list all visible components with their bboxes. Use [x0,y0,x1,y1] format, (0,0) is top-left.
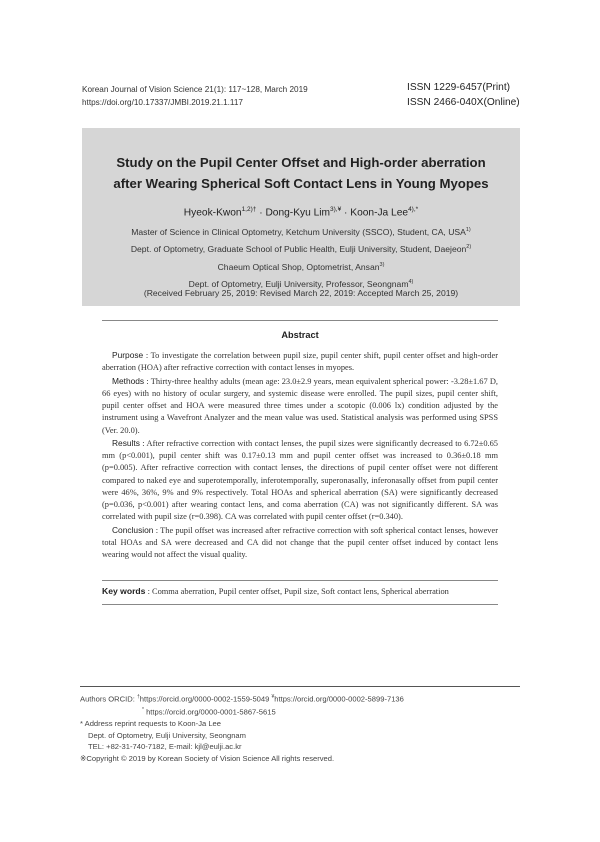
affiliation-1 [82,223,520,240]
journal-line: Korean Journal of Vision Science 21(1): 117~128, March 2019 [82,85,308,94]
orcid-line-1 [80,692,520,705]
author-3-affil: 4),* [408,206,419,213]
orcid-mark: ¥ [271,694,275,700]
affiliation-sup: 3) [379,261,385,268]
footnotes [80,692,520,765]
author-1: Hyeok-Kwon [183,207,242,219]
conclusion-label: Conclusion [112,524,154,535]
paper-title [82,152,520,194]
methods-paragraph [102,375,498,437]
affiliation-text: Chaeum Optical Shop, Optometrist, Ansan [217,261,380,272]
affiliation-sup: 4) [408,279,414,286]
keywords-label: Key words [102,586,146,596]
affiliation-text: Master of Science in Clinical Optometry, Ketchum University (SSCO), Student, CA, USA [131,226,466,237]
footnote-rule [80,686,520,687]
journal-citation [82,84,308,109]
keywords-bottom-rule [102,604,498,605]
title-line-1: Study on the Pupil Center Offset and High-order aberration [116,155,486,170]
abstract-top-rule [102,320,498,321]
title-line-2: after Wearing Spherical Soft Contact Lens in Young Myopes [113,176,489,191]
keywords-text: : Comma aberration, Pupil center offset, Pupil size, Soft contact lens, Spherical aberration [145,587,449,596]
title-box [82,128,520,306]
affiliation-text: Dept. of Optometry, Graduate School of Public Health, Eulji University, Student, Daejeon [130,244,467,255]
orcid-mark: * [142,707,144,714]
author-1-affil: 1,2)† [241,206,257,213]
affiliations [82,223,520,293]
purpose-label: Purpose [112,350,144,360]
issn-print: ISSN 1229-6457(Print) [407,82,511,93]
issn-online: ISSN 2466-040X(Online) [407,97,520,108]
affiliation-2 [82,240,520,257]
copyright: ※Copyright © 2019 by Korean Society of Vision Science All rights reserved. [80,754,335,764]
orcid-line-2 [80,705,520,718]
results-paragraph [102,437,498,524]
doi-link[interactable]: https://doi.org/10.17337/JMBI.2019.21.1.117 [82,97,243,107]
affiliation-text: Dept. of Optometry, Eulji University, Professor, Seongnam [188,279,409,290]
purpose-paragraph [102,349,498,375]
keywords-top-rule [102,580,498,581]
affiliation-sup: 1) [465,227,471,233]
results-text: : After refractive correction with contact lenses, the pupil sizes were significantly decreased to 6.72±0.65 mm (p<0.001), pupil center shift was 0.17±0.13 mm and pupil center offset was increased to 0.36±0.18 mm (p=0.005). After refractive correction with contact lenses, the directions of pupil center offset were not different compared to naked eye and superotemporally, inferotemporally, superonasally, inferonasally offset from pupil center were 46%, 36%, 9% and 9% respectively. Total HOAs and spherical aberration (SA) were significantly decreased (p=0.036, p<0.001) after wearing contact lens, and coma aberration (CA) was not significantly different. SA was correlated with pupil size (r=0.398). CA was correlated with pupil center offset (r=0.340). [102,438,498,522]
affiliation-3 [82,258,520,275]
results-label: Results [112,437,140,448]
author-2-affil: 3),¥ [330,206,342,213]
keywords [102,586,498,596]
issn-block [407,80,520,110]
orcid-link-2[interactable]: https://orcid.org/0000-0002-5899-7136 [274,694,404,704]
author-3: Koon-Ja Lee [350,207,409,219]
author-2: Dong-Kyu Lim [265,207,331,219]
author-separator: · [341,207,351,219]
methods-text: : Thirty-three healthy adults (mean age: 23.0±2.9 years, mean equivalent spherical power: -3.28±1.67 D, 66 eyes) with no history of ocular surgery, and systemic disease were enrolled. The pupil sizes, pupil center shift, pupil center offset and HOA were measured three times under a scotopic (0.006 lx) condition adjusted by the instrument using a Wavefront Analyzer and the mean value was used. Statistical analysis was performed using SPSS (Ver. 20.0). [102,376,498,435]
reprint-request: * Address reprint requests to Koon-Ja Lee [80,719,221,729]
orcid-label: Authors ORCID: [80,694,137,704]
orcid-link-1[interactable]: https://orcid.org/0000-0002-1559-5049 [139,694,270,704]
reprint-contact: TEL: +82-31-740-7182, E-mail: kjl@eulji.ac.kr [88,742,242,752]
abstract-body [102,349,498,561]
orcid-mark: † [136,694,140,700]
purpose-text: : To investigate the correlation between pupil size, pupil center shift, pupil center offset and high-order aberration (HOA) after refractive correction with contact lenses in myopes. [102,351,498,373]
received-dates: (Received February 25, 2019: Revised March 22, 2019: Accepted March 25, 2019) [143,288,459,298]
conclusion-text: : The pupil offset was increased after refractive correction with soft spherical contact lenses, however total HOAs and SA were decreased and CA did not change that the pupil center offset induced by contact lens wearing would not affect the visual quality. [102,525,498,559]
affiliation-sup: 2) [466,244,472,251]
orcid-link-3[interactable]: https://orcid.org/0000-0001-5867-5615 [146,707,276,717]
author-list [82,206,520,218]
methods-label: Methods [112,375,145,386]
reprint-address: Dept. of Optometry, Eulji University, Seongnam [88,730,246,740]
author-separator: · [256,207,266,219]
conclusion-paragraph [102,524,498,562]
abstract-heading: Abstract [281,330,319,340]
